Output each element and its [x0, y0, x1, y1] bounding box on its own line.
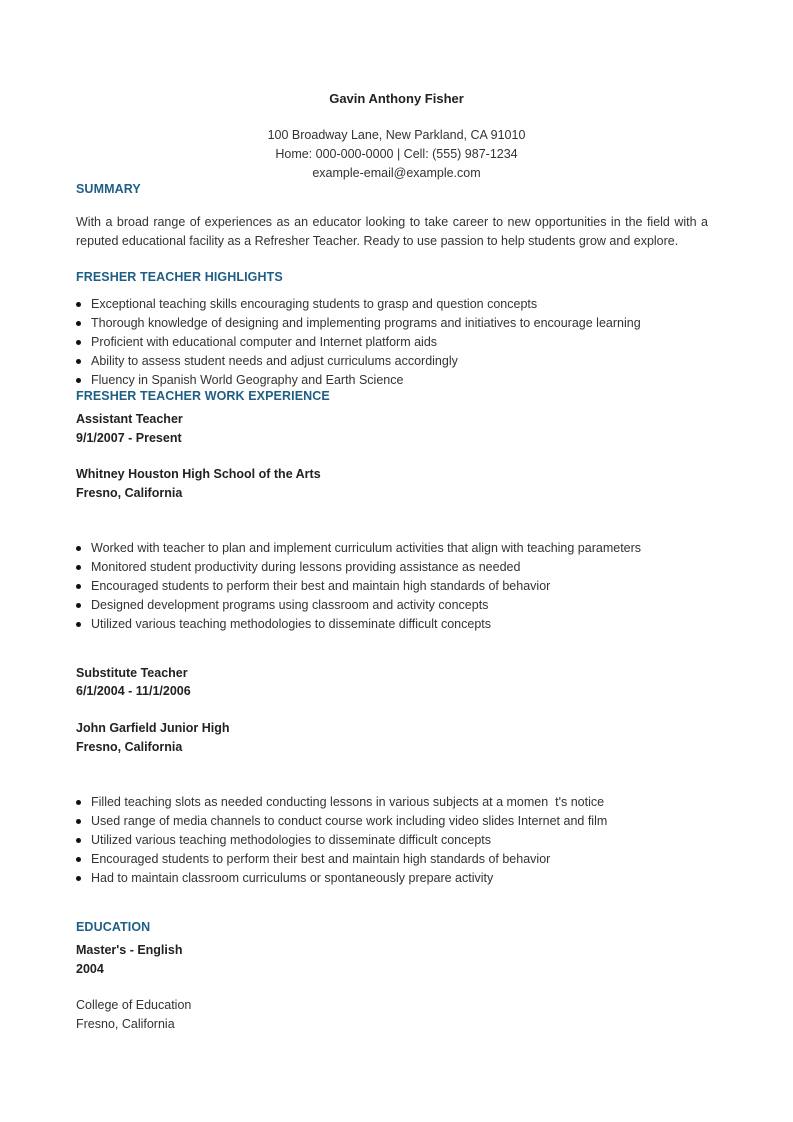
bullet-icon	[76, 800, 81, 805]
job-title: Assistant Teacher	[76, 412, 183, 426]
job-bullets	[76, 539, 641, 634]
list-item	[76, 850, 607, 869]
list-item	[76, 371, 641, 390]
list-item	[76, 333, 641, 352]
degree: Master's - English	[76, 943, 183, 957]
list-item	[76, 793, 607, 812]
list-item	[76, 596, 641, 615]
highlight-text: Ability to assess student needs and adjust curriculums accordingly	[91, 354, 458, 368]
highlight-text: Proficient with educational computer and Internet platform aids	[91, 335, 438, 349]
job-bullet-text: Filled teaching slots as needed conducting lessons in various subjects at a momen t's notice	[91, 795, 605, 809]
bullet-icon	[76, 838, 81, 843]
list-item	[76, 352, 641, 371]
list-item	[76, 539, 641, 558]
job-dates: 9/1/2007 - Present	[76, 431, 182, 445]
email-line: example-email@example.com	[312, 166, 481, 180]
education-heading: EDUCATION	[76, 920, 151, 934]
school-location: Fresno, California	[76, 1017, 175, 1031]
bullet-icon	[76, 565, 81, 570]
bullet-icon	[76, 546, 81, 551]
list-item	[76, 869, 607, 888]
job-bullet-text: Utilized various teaching methodologies to disseminate difficult concepts	[91, 617, 491, 631]
bullet-icon	[76, 340, 81, 345]
list-item	[76, 558, 641, 577]
job-bullets	[76, 793, 607, 888]
list-item	[76, 295, 641, 314]
summary-heading: SUMMARY	[76, 182, 141, 196]
job-bullet-text: Designed development programs using classroom and activity concepts	[91, 598, 489, 612]
job-bullet-text: Monitored student productivity during lessons providing assistance as needed	[91, 560, 521, 574]
job-employer: Whitney Houston High School of the Arts	[76, 467, 321, 481]
job-bullet-text: Utilized various teaching methodologies to disseminate difficult concepts	[91, 833, 491, 847]
bullet-icon	[76, 603, 81, 608]
list-item	[76, 831, 607, 850]
list-item	[76, 615, 641, 634]
bullet-icon	[76, 321, 81, 326]
job-bullet-text: Worked with teacher to plan and implement curriculum activities that align with teaching parameters	[91, 541, 642, 555]
bullet-icon	[76, 378, 81, 383]
highlights-list	[76, 295, 641, 390]
job-dates: 6/1/2004 - 11/1/2006	[76, 684, 191, 698]
highlight-text: Thorough knowledge of designing and implementing programs and initiatives to encourage learning	[91, 316, 641, 330]
experience-heading: FRESHER TEACHER WORK EXPERIENCE	[76, 389, 330, 403]
bullet-icon	[76, 622, 81, 627]
degree-year: 2004	[76, 962, 104, 976]
phone-line: Home: 000-000-0000 | Cell: (555) 987-1234	[275, 147, 518, 161]
school-name: College of Education	[76, 998, 192, 1012]
list-item	[76, 812, 607, 831]
highlight-text: Fluency in Spanish World Geography and Earth Science	[91, 373, 404, 387]
candidate-name: Gavin Anthony Fisher	[329, 91, 464, 106]
bullet-icon	[76, 584, 81, 589]
job-location: Fresno, California	[76, 486, 183, 500]
job-bullet-text: Encouraged students to perform their best and maintain high standards of behavior	[91, 579, 551, 593]
bullet-icon	[76, 359, 81, 364]
job-bullet-text: Encouraged students to perform their best and maintain high standards of behavior	[91, 852, 551, 866]
list-item	[76, 577, 641, 596]
address-line: 100 Broadway Lane, New Parkland, CA 91010	[267, 128, 526, 142]
bullet-icon	[76, 857, 81, 862]
job-employer: John Garfield Junior High	[76, 721, 230, 735]
job-bullet-text: Had to maintain classroom curriculums or spontaneously prepare activity	[91, 871, 494, 885]
highlight-text: Exceptional teaching skills encouraging students to grasp and question concepts	[91, 297, 538, 311]
bullet-icon	[76, 302, 81, 307]
job-title: Substitute Teacher	[76, 666, 188, 680]
job-location: Fresno, California	[76, 740, 183, 754]
job-bullet-text: Used range of media channels to conduct course work including video slides Internet and film	[91, 814, 608, 828]
highlights-heading: FRESHER TEACHER HIGHLIGHTS	[76, 270, 283, 284]
bullet-icon	[76, 876, 81, 881]
bullet-icon	[76, 819, 81, 824]
summary-text: With a broad range of experiences as an educator looking to take career to new opportunities in the field with a reputed educational facility as a Refresher Teacher. Ready to use passion to help students grow and explore.	[76, 215, 708, 248]
list-item	[76, 314, 641, 333]
